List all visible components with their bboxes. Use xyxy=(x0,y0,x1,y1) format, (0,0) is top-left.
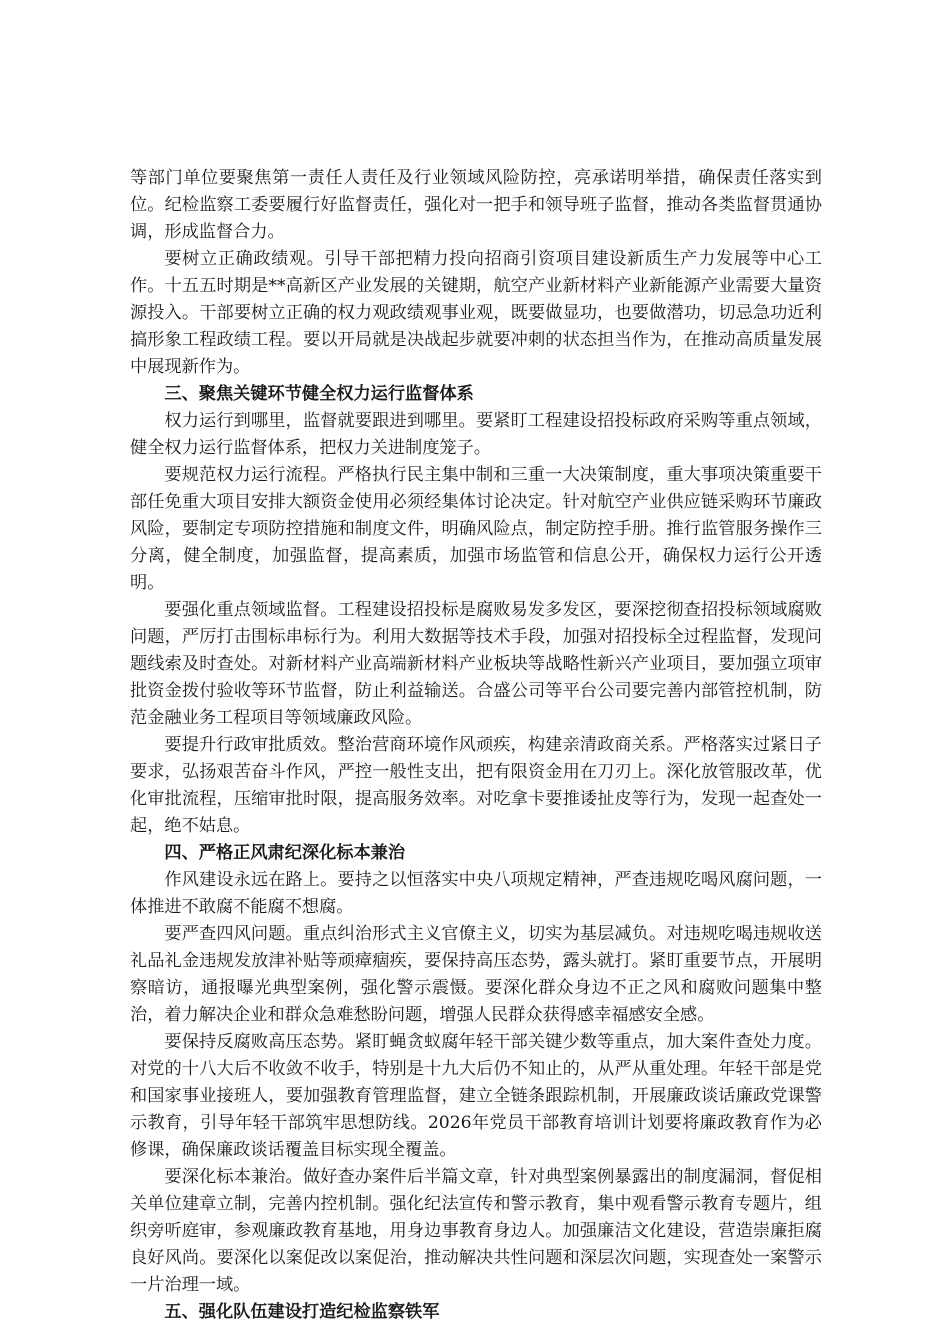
paragraph: 要提升行政审批质效。整治营商环境作风顽疾，构建亲清政商关系。严格落实过紧日子要求，弘扬艰苦奋斗作风，严控一般性支出，把有限资金用在刀刃上。深化放管服改革，优化审批流程，压缩审批时限，提高服务效率。对吃拿卡要推诿扯皮等行为，发现一起查处一起，绝不姑息。 xyxy=(130,735,822,836)
section-heading: 五、强化队伍建设打造纪检监察铁军 xyxy=(164,1302,440,1322)
paragraph: 要保持反腐败高压态势。紧盯蝇贪蚁腐年轻干部关键少数等重点，加大案件查处力度。对党的十八大后不收敛不收手，特别是十九大后仍不知止的，从严从重处理。年轻干部是党和国家事业接班人，要加强教育管理监督，建立全链条跟踪机制，开展廉政谈话廉政党课警示教育，引导年轻干部筑牢思想防线。2026年党员干部教育培训计划要将廉政教育作为必修课，确保廉政谈话覆盖目标实现全覆盖。 xyxy=(130,1032,822,1160)
section-heading: 四、严格正风肃纪深化标本兼治 xyxy=(164,843,406,863)
paragraph: 要树立正确政绩观。引导干部把精力投向招商引资项目建设新质生产力发展等中心工作。十五五时期是**高新区产业发展的关键期，航空产业新材料产业新能源产业需要大量资源投入。干部要树立正确的权力观政绩观事业观，既要做显功，也要做潜功，切忌急功近利搞形象工程政绩工程。要以开局就是决战起步就要冲刺的状态担当作为，在推动高质量发展中展现新作为。 xyxy=(130,249,822,377)
paragraph: 要深化标本兼治。做好查办案件后半篇文章，针对典型案例暴露出的制度漏洞，督促相关单位建章立制，完善内控机制。强化纪法宣传和警示教育，集中观看警示教育专题片，组织旁听庭审，参观廉政教育基地，用身边事教育身边人。加强廉洁文化建设，营造崇廉拒腐良好风尚。要深化以案促改以案促治，推动解决共性问题和深层次问题，实现查处一案警示一片治理一域。 xyxy=(130,1167,822,1295)
paragraph: 作风建设永远在路上。要持之以恒落实中央八项规定精神，严查违规吃喝风腐问题，一体推进不敢腐不能腐不想腐。 xyxy=(130,870,822,917)
paragraph: 权力运行到哪里，监督就要跟进到哪里。要紧盯工程建设招投标政府采购等重点领域，健全权力运行监督体系，把权力关进制度笼子。 xyxy=(130,411,822,458)
section-heading: 三、聚焦关键环节健全权力运行监督体系 xyxy=(164,384,474,404)
paragraph: 要规范权力运行流程。严格执行民主集中制和三重一大决策制度，重大事项决策重要干部任免重大项目安排大额资金使用必须经集体讨论决定。针对航空产业供应链采购环节廉政风险，要制定专项防控措施和制度文件，明确风险点，制定防控手册。推行监管服务操作三分离，健全制度，加强监督，提高素质，加强市场监管和信息公开，确保权力运行公开透明。 xyxy=(130,465,822,593)
paragraph: 要严查四风问题。重点纠治形式主义官僚主义，切实为基层减负。对违规吃喝违规收送礼品礼金违规发放津补贴等顽瘴痼疾，要保持高压态势，露头就打。紧盯重要节点，开展明察暗访，通报曝光典型案例，强化警示震慑。要深化群众身边不正之风和腐败问题集中整治，着力解决企业和群众急难愁盼问题，增强人民群众获得感幸福感安全感。 xyxy=(130,924,822,1025)
document-page xyxy=(130,165,822,1326)
paragraph: 要强化重点领域监督。工程建设招投标是腐败易发多发区，要深挖彻查招投标领域腐败问题，严厉打击围标串标行为。利用大数据等技术手段，加强对招投标全过程监督，发现问题线索及时查处。对新材料产业高端新材料产业板块等战略性新兴产业项目，要加强立项审批资金拨付验收等环节监督，防止利益输送。合盛公司等平台公司要完善内部管控机制，防范金融业务工程项目等领域廉政风险。 xyxy=(130,600,822,728)
paragraph: 等部门单位要聚焦第一责任人责任及行业领域风险防控，亮承诺明举措，确保责任落实到位。纪检监察工委要履行好监督责任，强化对一把手和领导班子监督，推动各类监督贯通协调，形成监督合力。 xyxy=(130,168,822,242)
